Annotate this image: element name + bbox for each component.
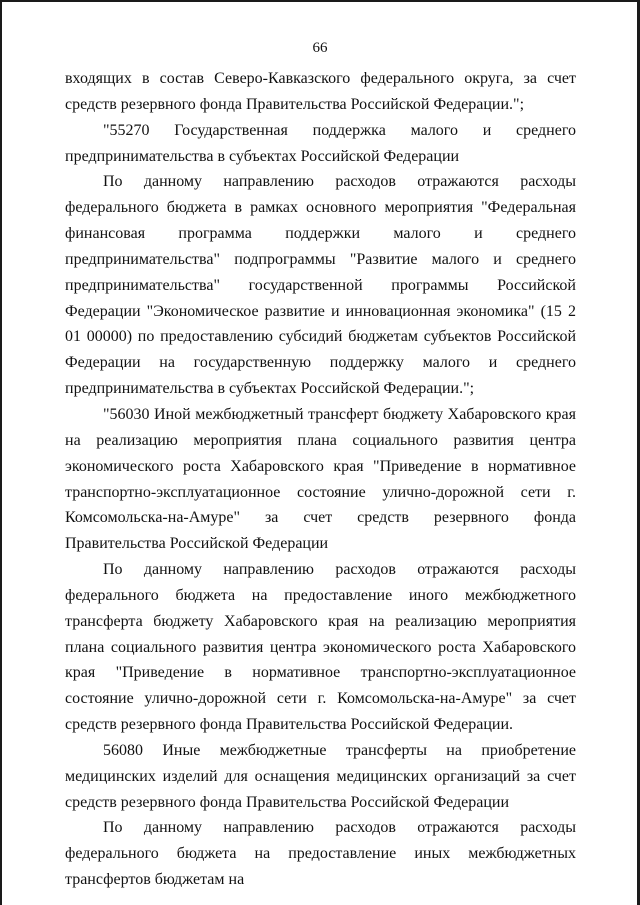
- paragraph-code-56080-heading: 56080 Иные межбюджетные трансферты на приобретение медицинских изделий для оснащения медицинских организаций за счет средств резервного фонда Правительства Российской Федерации: [65, 741, 576, 811]
- paragraph-code-55270-heading: "55270 Государственная поддержка малого и среднего предпринимательства в субъектах Российской Федерации: [65, 121, 576, 165]
- paragraph-code-56030-heading: "56030 Иной межбюджетный трансферт бюджету Хабаровского края на реализацию мероприятия плана социального развития центра экономического роста Хабаровского края "Приведение в нормативное транспортно-эксплуатационное состояние улично-дорожной сети г. Комсомольска-на-Амуре" за счет средств резервного фонда Правительства Российской Федерации: [65, 405, 576, 553]
- paragraph-code-56030-description: По данному направлению расходов отражаются расходы федерального бюджета на предоставление иного межбюджетного трансферта бюджету Хабаровского края на реализацию мероприятия плана социального развития центра экономического роста Хабаровского края "Приведение в нормативное транспортно-эксплуатационное состояние улично-дорожной сети г. Комсомольска-на-Амуре" за счет средств резервного фонда Правительства Российской Федерации.: [65, 561, 576, 734]
- paragraph-continuation: входящих в состав Северо-Кавказского федерального округа, за счет средств резервного фонда Правительства Российской Федерации.";: [65, 70, 576, 113]
- paragraph-code-56080-description: По данному направлению расходов отражаются расходы федерального бюджета на предоставление иных межбюджетных трансфертов бюджетам на: [65, 819, 576, 889]
- paragraph-code-55270-description: По данному направлению расходов отражаются расходы федерального бюджета в рамках основного мероприятия "Федеральная финансовая программа поддержки малого и среднего предпринимательства" подпрограммы "Развитие малого и среднего предпринимательства" государственной программы Российской Федерации "Экономическое развитие и инновационная экономика" (15 2 01 00000) по предоставлению субсидий бюджетам субъектов Российской Федерации на государственную поддержку малого и среднего предпринимательства в субъектах Российской Федерации.";: [65, 173, 576, 398]
- document-body: [65, 66, 576, 893]
- page-number: 66: [312, 40, 328, 56]
